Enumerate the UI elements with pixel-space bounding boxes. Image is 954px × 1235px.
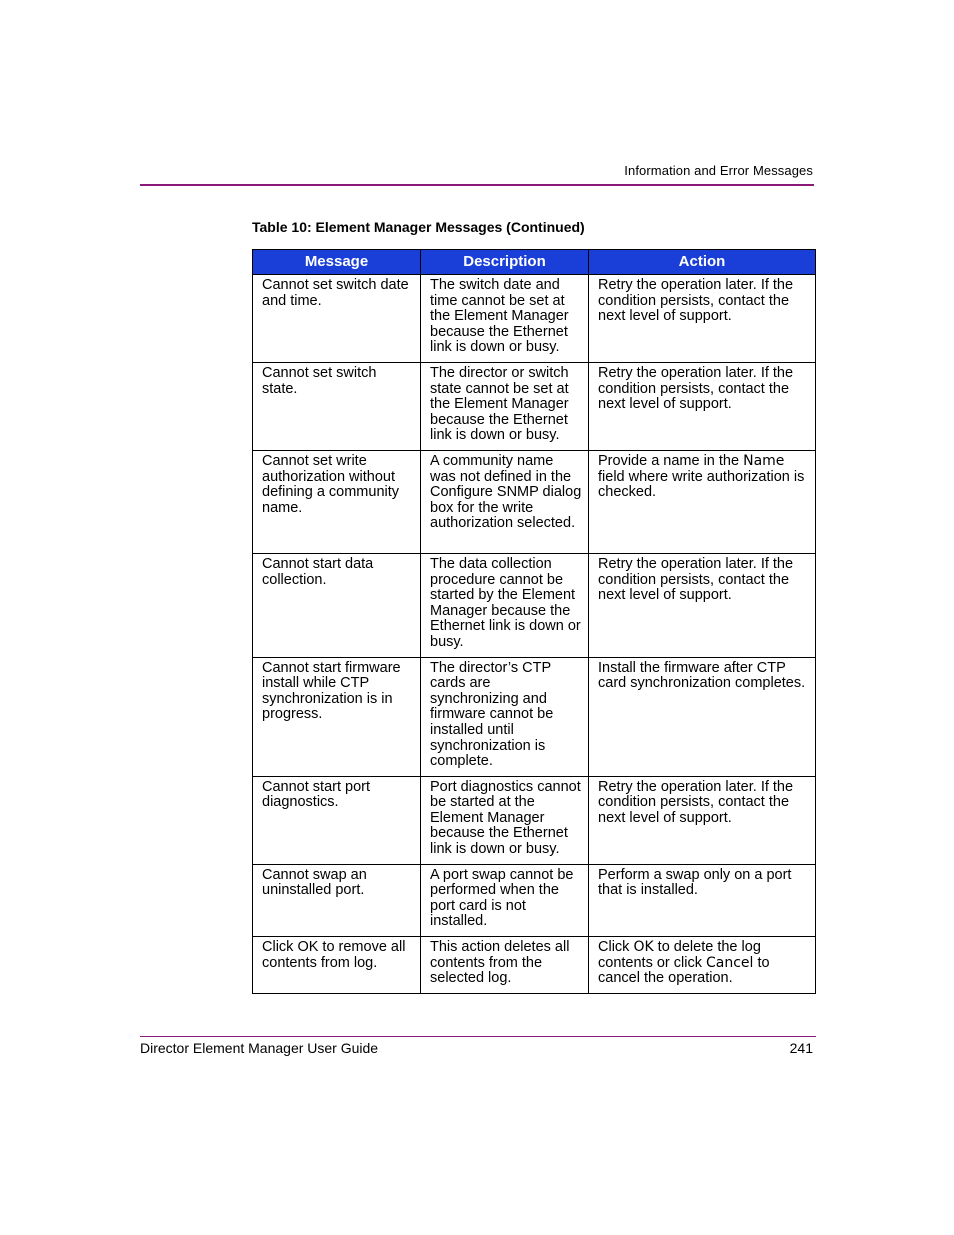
table-row xyxy=(253,275,816,363)
description-cell: A community name was not defined in the Configure SNMP dialog box for the write authorization selected. xyxy=(421,450,589,553)
cancel-button-term: Cancel xyxy=(706,954,754,971)
action-text: to cancel the operation. xyxy=(598,954,770,987)
message-cell: Cannot set switch state. xyxy=(253,363,421,451)
running-header: Information and Error Messages xyxy=(624,163,813,178)
message-cell: Cannot start firmware install while CTP synchronization is in progress. xyxy=(253,657,421,776)
action-cell: Retry the operation later. If the condition persists, contact the next level of support. xyxy=(589,275,816,363)
action-text: Click xyxy=(598,939,634,956)
table-row xyxy=(253,363,816,451)
action-text: Provide a name in the xyxy=(598,452,744,469)
column-header-action: Action xyxy=(589,250,816,275)
action-cell: Retry the operation later. If the condition persists, contact the next level of support. xyxy=(589,776,816,864)
message-cell: Cannot swap an uninstalled port. xyxy=(253,864,421,936)
description-cell: The switch date and time cannot be set at the Element Manager because the Ethernet link is down or busy. xyxy=(421,275,589,363)
message-cell: Cannot start data collection. xyxy=(253,553,421,657)
table-caption: Table 10: Element Manager Messages (Continued) xyxy=(252,219,585,235)
table-row xyxy=(253,864,816,936)
action-text: field where write authorization is checked. xyxy=(598,468,805,501)
description-cell: This action deletes all contents from the selected log. xyxy=(421,937,589,994)
header-rule xyxy=(140,184,814,186)
action-cell: Perform a swap only on a port that is installed. xyxy=(589,864,816,936)
description-cell: The director’s CTP cards are synchronizing and firmware cannot be installed until synchronization is complete. xyxy=(421,657,589,776)
description-cell: The director or switch state cannot be set at the Element Manager because the Ethernet link is down or busy. xyxy=(421,363,589,451)
footer-guide-title: Director Element Manager User Guide xyxy=(140,1040,379,1056)
message-cell: Cannot set write authorization without defining a community name. xyxy=(253,450,421,553)
column-header-message: Message xyxy=(253,250,421,275)
ok-button-term: OK xyxy=(633,939,654,956)
action-text: to delete the log contents or click xyxy=(598,939,761,971)
column-header-description: Description xyxy=(421,250,589,275)
action-cell xyxy=(589,450,816,553)
description-cell: The data collection procedure cannot be started by the Element Manager because the Ethernet link is down or busy. xyxy=(421,553,589,657)
action-cell: Install the firmware after CTP card synchronization completes. xyxy=(589,657,816,776)
messages-table xyxy=(252,249,816,994)
action-cell xyxy=(589,937,816,994)
page-number: 241 xyxy=(789,1040,813,1056)
table-header-row xyxy=(253,250,816,275)
footer-rule xyxy=(140,1036,816,1037)
table-row xyxy=(253,776,816,864)
description-cell: A port swap cannot be performed when the port card is not installed. xyxy=(421,864,589,936)
action-cell: Retry the operation later. If the condition persists, contact the next level of support. xyxy=(589,553,816,657)
name-field-term: Name xyxy=(743,452,785,469)
table-row xyxy=(253,937,816,994)
table-row xyxy=(253,657,816,776)
action-cell: Retry the operation later. If the condition persists, contact the next level of support. xyxy=(589,363,816,451)
message-cell: Click OK to remove all contents from log. xyxy=(253,937,421,994)
message-cell: Cannot set switch date and time. xyxy=(253,275,421,363)
description-cell: Port diagnostics cannot be started at the Element Manager because the Ethernet link is down or busy. xyxy=(421,776,589,864)
table-row xyxy=(253,450,816,553)
table-row xyxy=(253,553,816,657)
message-cell: Cannot start port diagnostics. xyxy=(253,776,421,864)
